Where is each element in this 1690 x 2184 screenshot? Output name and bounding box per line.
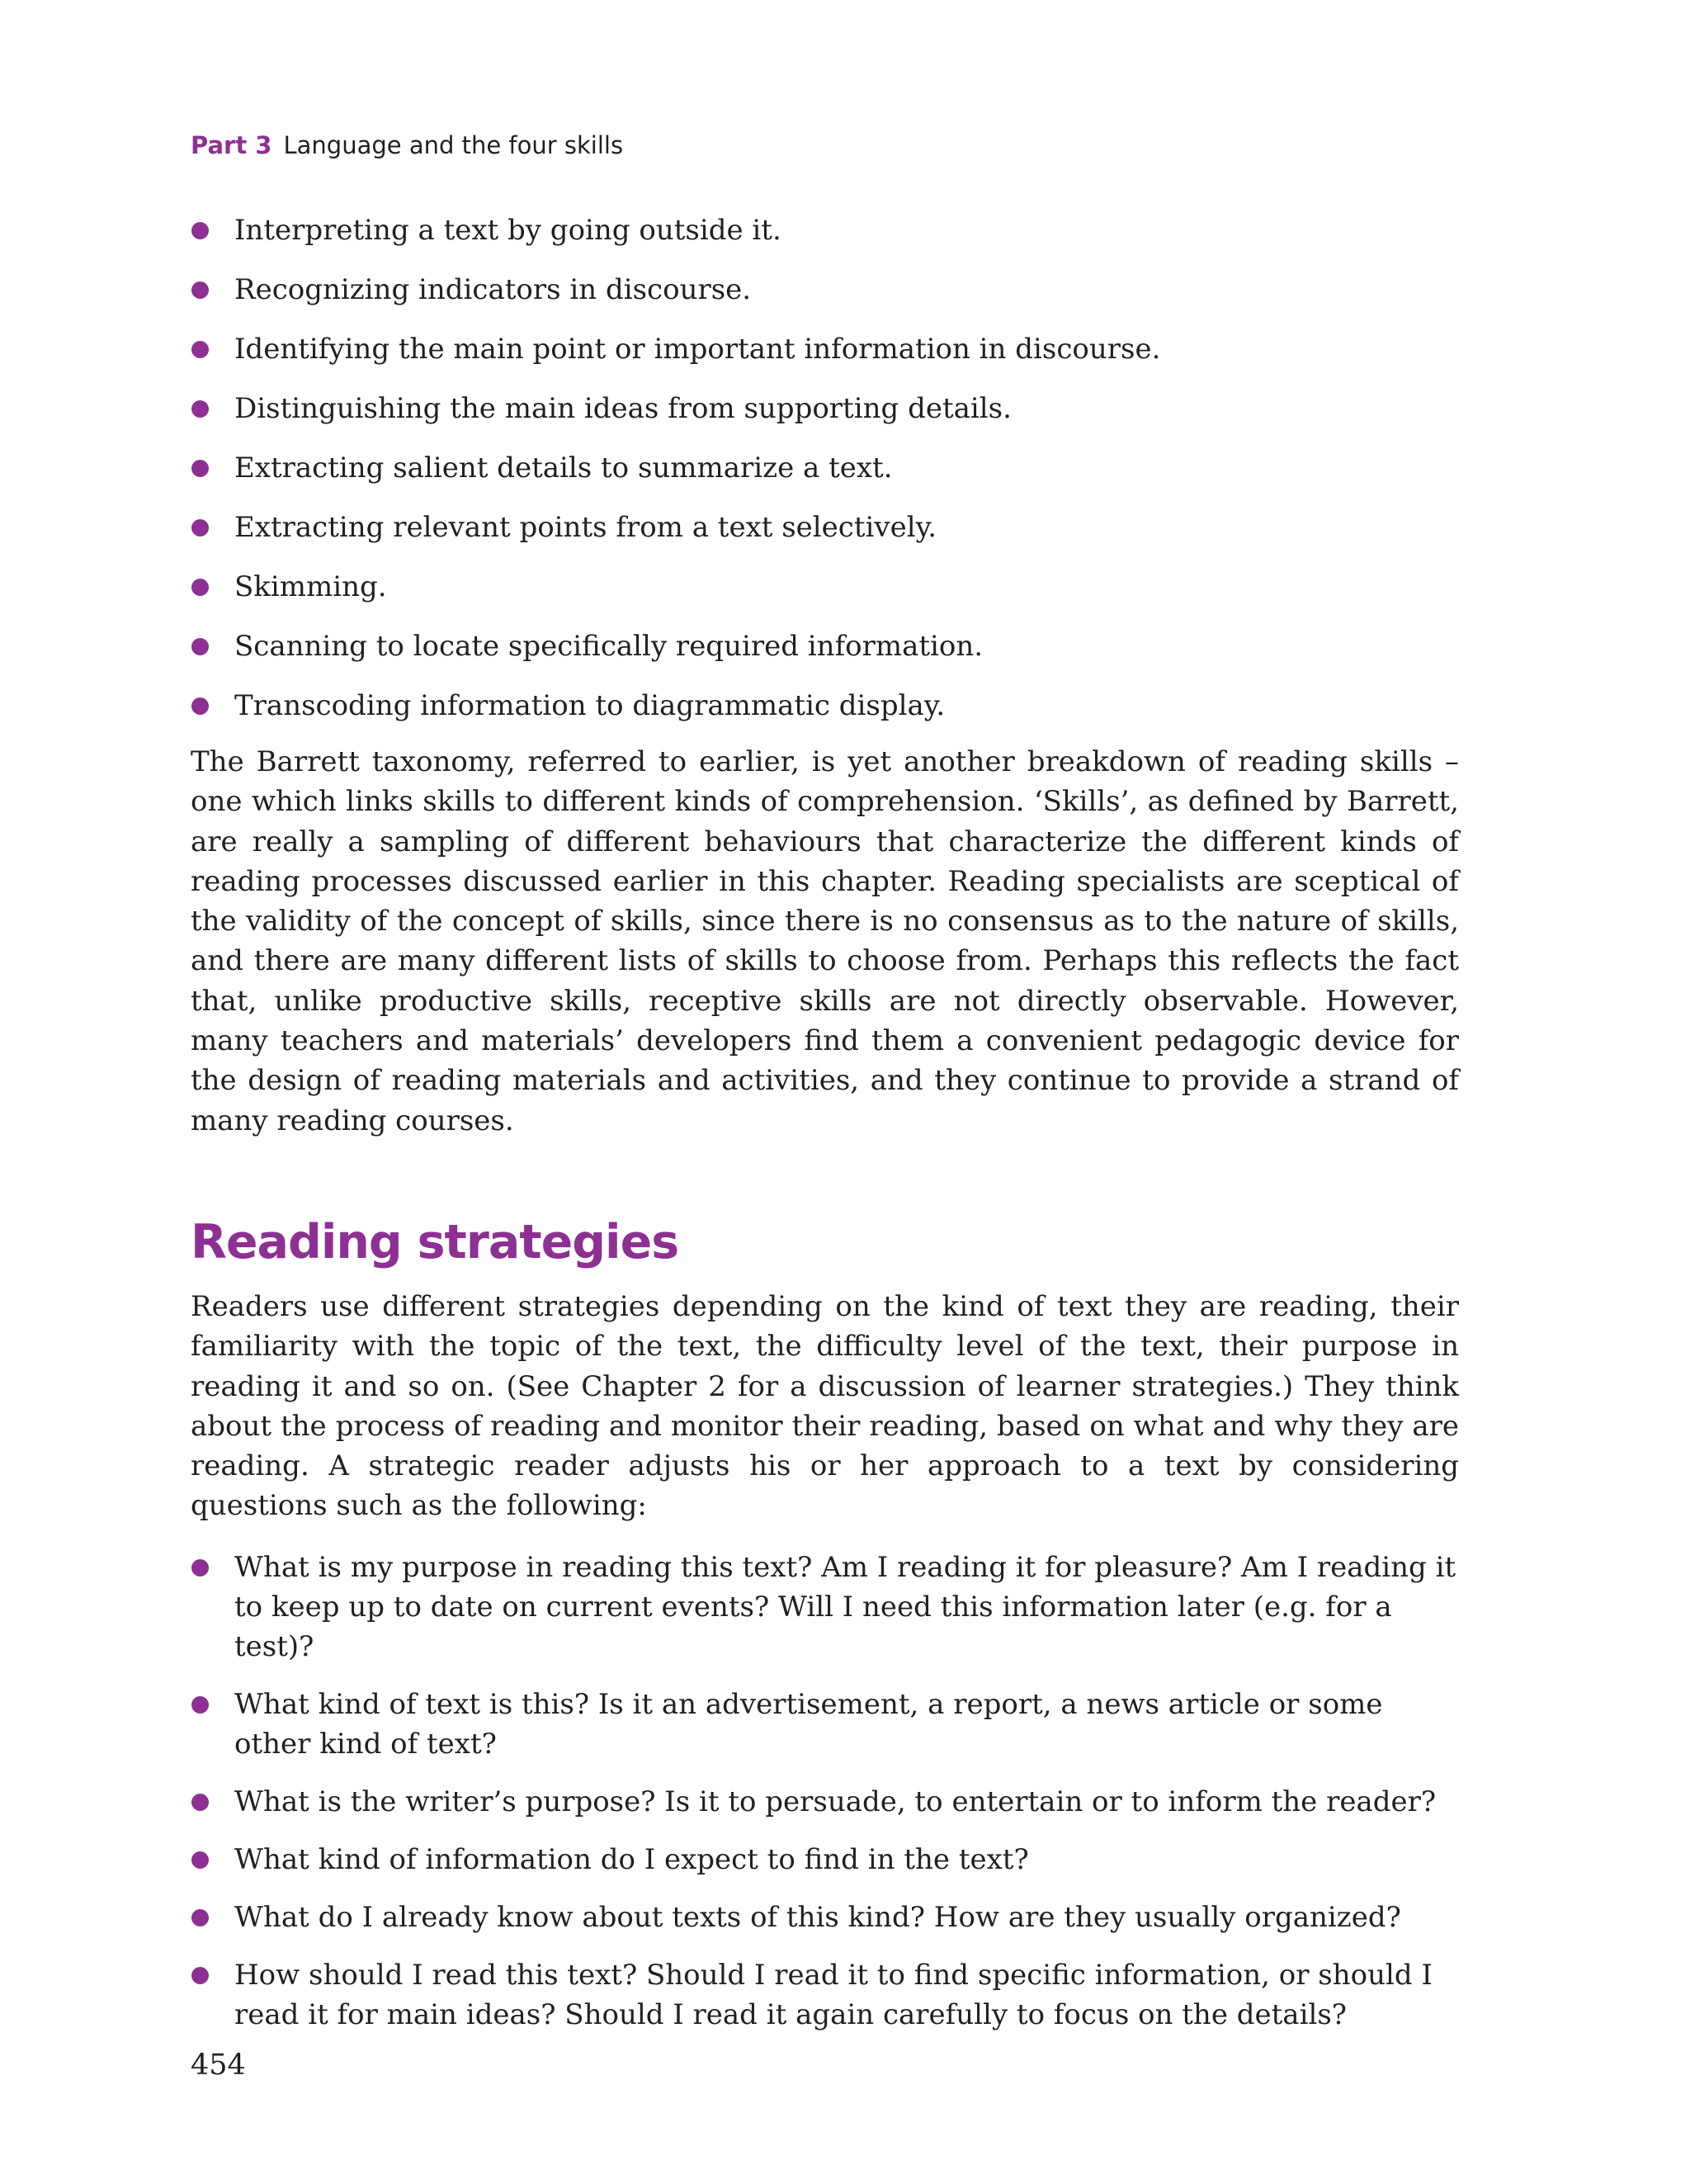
questions-list xyxy=(191,1548,1459,2035)
list-item-text: What is the writer’s purpose? Is it to persuade, to entertain or to inform the reader? xyxy=(234,1785,1437,1818)
list-item-text: Skimming. xyxy=(234,570,387,603)
section-heading: Reading strategies xyxy=(191,1214,679,1269)
list-item-text: Identifying the main point or important information in discourse. xyxy=(234,333,1161,366)
list-item-text: What do I already know about texts of this kind? How are they usually organized? xyxy=(234,1900,1401,1934)
bullet-icon xyxy=(191,1967,209,1984)
list-item xyxy=(191,329,1459,369)
list-item-text: Recognizing indicators in discourse. xyxy=(234,273,752,306)
list-item xyxy=(191,508,1459,547)
list-item-text: Extracting relevant points from a text selectively. xyxy=(234,511,937,544)
bullet-icon xyxy=(191,222,209,239)
list-item-text: What is my purpose in reading this text? Am I reading it for pleasure? Am I reading it to keep up to date on current events? Will I need this information later (e.g. for a test)? xyxy=(234,1550,1456,1663)
bullet-icon xyxy=(191,460,209,477)
page-content xyxy=(191,210,1459,2053)
list-item xyxy=(191,1685,1459,1764)
list-item-text: Transcoding information to diagrammatic display. xyxy=(234,689,946,722)
bullet-icon xyxy=(191,341,209,358)
list-item-text: Scanning to locate specifically required information. xyxy=(234,630,984,663)
bullet-icon xyxy=(191,1851,209,1869)
list-item xyxy=(191,270,1459,310)
bullet-icon xyxy=(191,400,209,418)
list-item-text: Extracting salient details to summarize a text. xyxy=(234,451,893,485)
running-head-part: Part 3 xyxy=(191,131,272,159)
list-item xyxy=(191,389,1459,428)
list-item xyxy=(191,1548,1459,1666)
running-head xyxy=(191,129,623,162)
list-item-text: Interpreting a text by going outside it. xyxy=(234,214,781,247)
list-item xyxy=(191,626,1459,666)
list-item-text: What kind of text is this? Is it an advertisement, a report, a news article or some other kind of text? xyxy=(234,1687,1383,1761)
skills-list xyxy=(191,210,1459,726)
bullet-icon xyxy=(191,638,209,655)
list-item xyxy=(191,567,1459,607)
list-item-text: How should I read this text? Should I read it to find specific information, or should I read it for main ideas? Should I read it again carefully to focus on the details? xyxy=(234,1958,1433,2031)
bullet-icon xyxy=(191,1909,209,1926)
bullet-icon xyxy=(191,281,209,299)
list-item xyxy=(191,1898,1459,1937)
list-item xyxy=(191,1840,1459,1879)
list-item xyxy=(191,1782,1459,1822)
list-item xyxy=(191,1955,1459,2035)
running-head-title: Language and the four skills xyxy=(283,131,624,159)
bullet-icon xyxy=(191,519,209,537)
bullet-icon xyxy=(191,1559,209,1577)
list-item xyxy=(191,686,1459,726)
bullet-icon xyxy=(191,1794,209,1811)
body-paragraph-strategies: Readers use different strategies depending on the kind of text they are reading, their familiarity with the topic of the text, the difficulty level of the text, their purpose in reading it and so on. (See Chapter 2 for a discussion of learner strategies.) They think about the process of reading and monitor their reading, based on what and why they are reading. A strategic reader adjusts his or her approach to a text by considering questions such as the following: xyxy=(191,1289,1459,1523)
bullet-icon xyxy=(191,579,209,596)
page-number: 454 xyxy=(191,2049,246,2082)
list-item xyxy=(191,448,1459,488)
list-item xyxy=(191,210,1459,250)
bullet-icon xyxy=(191,1696,209,1714)
list-item-text: Distinguishing the main ideas from supporting details. xyxy=(234,392,1012,425)
body-paragraph-barrett: The Barrett taxonomy, referred to earlier, is yet another breakdown of reading skills – one which links skills to different kinds of comprehension. ‘Skills’, as defined by Barrett, are really a sampling of different behaviours that characterize the different kinds of reading processes discussed earlier in this chapter. Reading specialists are sceptical of the validity of the concept of skills, since there is no consensus as to the nature of skills, and there are many different lists of skills to choose from. Perhaps this reflects the fact that, unlike productive skills, receptive skills are not directly observable. However, many teachers and materials’ developers find them a convenient pedagogic device for the design of reading materials and activities, and they continue to provide a strand of many reading courses. xyxy=(191,745,1459,1137)
bullet-icon xyxy=(191,697,209,715)
list-item-text: What kind of information do I expect to find in the text? xyxy=(234,1842,1029,1876)
